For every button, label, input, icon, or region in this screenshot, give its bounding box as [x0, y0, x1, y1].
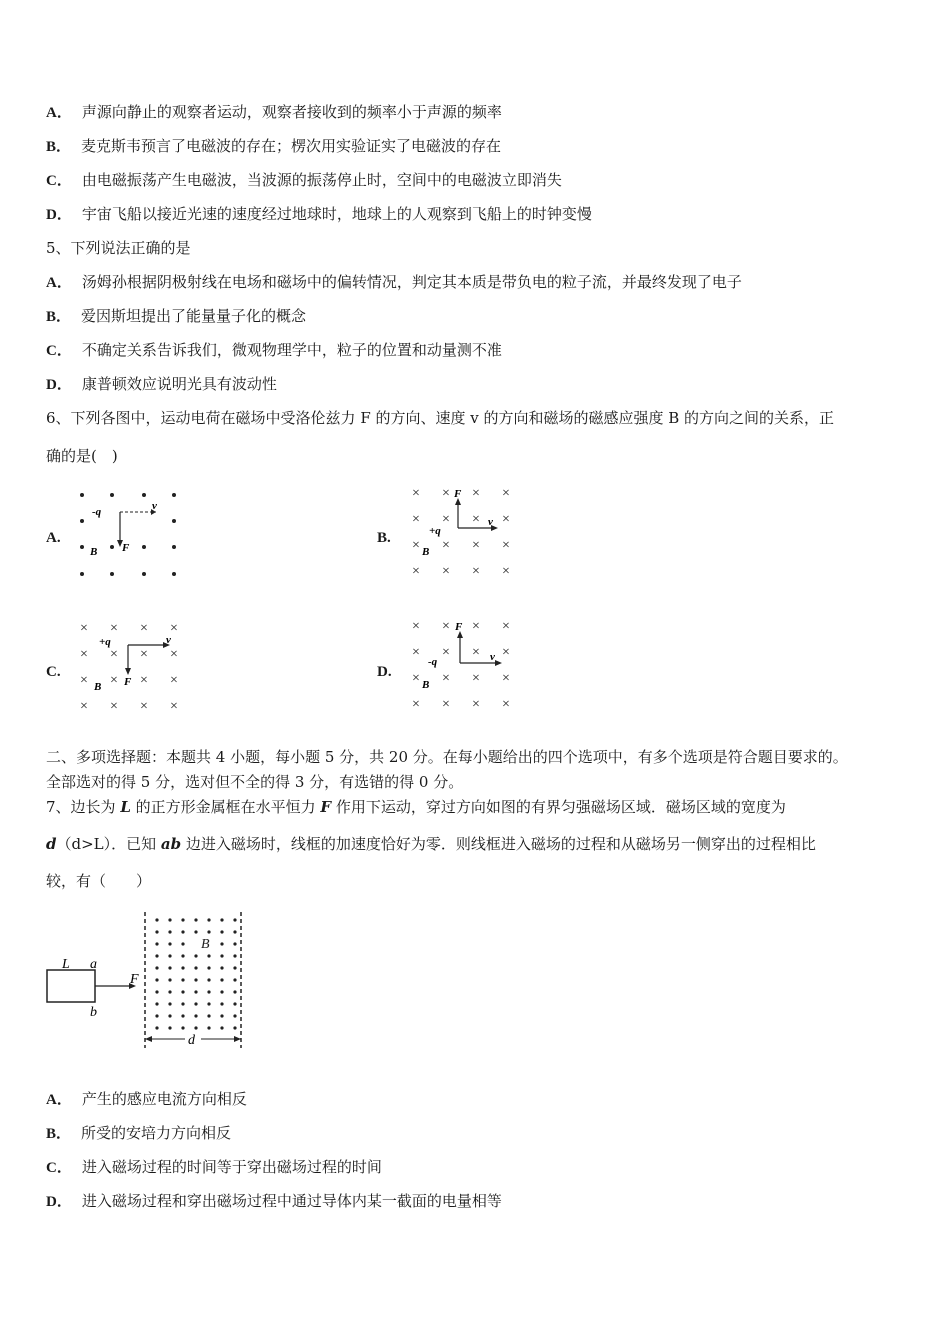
svg-text:×: × — [140, 699, 148, 714]
svg-text:×: × — [80, 699, 88, 714]
field-dot — [207, 966, 210, 969]
field-crosses — [80, 621, 178, 714]
field-dot — [194, 990, 197, 993]
square-frame — [47, 970, 95, 1002]
field-dot — [181, 1026, 184, 1029]
field-dot — [181, 1002, 184, 1005]
field-dot — [194, 978, 197, 981]
field-dot — [207, 954, 210, 957]
svg-text:×: × — [472, 538, 480, 553]
q7-option-b: B． 所受的安培力方向相反 — [46, 1124, 232, 1142]
q6-figure-c — [72, 615, 197, 715]
field-dot — [220, 978, 223, 981]
field-dot — [168, 1002, 171, 1005]
q7-figure — [44, 908, 249, 1058]
field-dot — [220, 990, 223, 993]
field-dot — [168, 1014, 171, 1017]
svg-text:×: × — [472, 564, 480, 579]
svg-text:×: × — [170, 673, 178, 688]
charge-label: +q — [429, 525, 441, 537]
label-b: b — [90, 1005, 97, 1020]
field-dot — [168, 990, 171, 993]
svg-text:×: × — [472, 512, 480, 527]
field-dot — [181, 930, 184, 933]
svg-text:×: × — [472, 671, 480, 686]
svg-text:×: × — [442, 697, 450, 712]
field-dot — [207, 1014, 210, 1017]
field-dot — [181, 942, 184, 945]
svg-text:×: × — [442, 671, 450, 686]
label-f: F — [130, 972, 139, 987]
q6-figure-c-label: C. — [46, 664, 61, 680]
field-dot — [155, 954, 158, 957]
field-dot — [207, 918, 210, 921]
svg-text:×: × — [472, 645, 480, 660]
svg-text:×: × — [502, 697, 510, 712]
section2-line2: 全部选对的得 5 分，选对但不全的得 3 分，有选错的得 0 分。 — [46, 773, 464, 791]
velocity-label: v — [166, 634, 171, 646]
field-dot — [181, 954, 184, 957]
svg-text:×: × — [110, 647, 118, 662]
q7-stem-line1: 7、边长为 L 的正方形金属框在水平恒力 F 作用下运动，穿过方向如图的有界匀强磁场区域．磁场区域的宽度为 — [46, 798, 786, 816]
label-d: d — [188, 1033, 195, 1048]
svg-text:×: × — [442, 512, 450, 527]
field-dot — [168, 942, 171, 945]
svg-text:×: × — [140, 621, 148, 636]
svg-text:×: × — [442, 564, 450, 579]
field-dot — [155, 990, 158, 993]
field-dot — [181, 966, 184, 969]
field-dot — [207, 1026, 210, 1029]
svg-text:×: × — [110, 699, 118, 714]
charge-label: -q — [428, 656, 438, 668]
field-dot — [155, 978, 158, 981]
field-dot — [233, 954, 236, 957]
svg-text:×: × — [412, 697, 420, 712]
q6-figure-a — [72, 485, 192, 585]
field-dot — [194, 1014, 197, 1017]
q4-option-b: B． 麦克斯韦预言了电磁波的存在；楞次用实验证实了电磁波的存在 — [46, 137, 502, 155]
svg-text:×: × — [412, 619, 420, 634]
field-dot — [233, 966, 236, 969]
field-dot — [194, 1002, 197, 1005]
field-dot — [155, 930, 158, 933]
q5-option-a: A． 汤姆孙根据阴极射线在电场和磁场中的偏转情况，判定其本质是带负电的粒子流，并最终发现了电子 — [46, 273, 742, 291]
svg-text:×: × — [472, 697, 480, 712]
svg-text:×: × — [472, 619, 480, 634]
field-dot — [181, 1014, 184, 1017]
b-label: B — [90, 546, 98, 558]
svg-text:×: × — [502, 486, 510, 501]
field-dot — [194, 930, 197, 933]
field-dot — [233, 918, 236, 921]
magnetic-field-dots — [155, 918, 236, 1029]
svg-text:×: × — [140, 647, 148, 662]
q6-stem-line2: 确的是( ) — [46, 447, 118, 465]
svg-text:×: × — [110, 673, 118, 688]
force-label: F — [122, 542, 130, 554]
svg-text:×: × — [502, 619, 510, 634]
q7-stem-line2: d（d>L）．已知 ab 边进入磁场时，线框的加速度恰好为零．则线框进入磁场的过程和从磁场另一侧穿出的过程相比 — [46, 835, 816, 853]
field-dot — [220, 954, 223, 957]
svg-text:×: × — [80, 647, 88, 662]
b-label: B — [422, 546, 430, 558]
q7-stem-line3: 较，有（ ） — [46, 872, 152, 890]
field-dot — [155, 1026, 158, 1029]
field-dot — [168, 930, 171, 933]
charge-label: +q — [99, 636, 111, 648]
svg-text:×: × — [442, 486, 450, 501]
svg-text:×: × — [412, 671, 420, 686]
field-dot — [220, 918, 223, 921]
field-dot — [194, 954, 197, 957]
q6-figure-d — [402, 613, 527, 718]
field-dot — [155, 942, 158, 945]
svg-text:×: × — [502, 512, 510, 527]
svg-text:×: × — [442, 645, 450, 660]
field-dot — [155, 1002, 158, 1005]
svg-text:×: × — [412, 486, 420, 501]
svg-text:×: × — [502, 645, 510, 660]
field-dot — [194, 918, 197, 921]
svg-text:×: × — [140, 673, 148, 688]
svg-text:×: × — [442, 619, 450, 634]
velocity-label: v — [490, 651, 495, 663]
svg-text:×: × — [170, 647, 178, 662]
field-dot — [181, 978, 184, 981]
field-dot — [220, 1002, 223, 1005]
svg-text:×: × — [412, 564, 420, 579]
field-dot — [207, 990, 210, 993]
q7-option-a: A． 产生的感应电流方向相反 — [46, 1090, 247, 1108]
field-dot — [233, 1026, 236, 1029]
label-a: a — [90, 957, 97, 972]
field-dot — [168, 978, 171, 981]
svg-text:×: × — [472, 486, 480, 501]
field-dot — [220, 1026, 223, 1029]
q6-figure-b — [402, 480, 527, 580]
field-dot — [194, 1026, 197, 1029]
field-dot — [155, 918, 158, 921]
field-dot — [168, 966, 171, 969]
q6-figure-a-label: A. — [46, 530, 61, 546]
q5-option-d: D． 康普顿效应说明光具有波动性 — [46, 375, 277, 393]
svg-text:×: × — [170, 699, 178, 714]
field-dot — [233, 990, 236, 993]
svg-text:×: × — [412, 538, 420, 553]
field-dot — [155, 1014, 158, 1017]
field-dot — [207, 978, 210, 981]
label-field-b: B — [201, 937, 210, 952]
svg-text:×: × — [80, 621, 88, 636]
q6-figure-d-label: D. — [377, 664, 392, 680]
svg-text:×: × — [80, 673, 88, 688]
q6-stem-line1: 6、下列各图中，运动电荷在磁场中受洛伦兹力 F 的方向、速度 v 的方向和磁场的磁感应强度 B 的方向之间的关系，正 — [46, 409, 835, 427]
q7-option-d: D． 进入磁场过程和穿出磁场过程中通过导体内某一截面的电量相等 — [46, 1192, 502, 1210]
q5-option-c: C． 不确定关系告诉我们，微观物理学中，粒子的位置和动量测不准 — [46, 341, 502, 359]
svg-text:×: × — [502, 671, 510, 686]
section2-line1: 二、多项选择题：本题共 4 小题，每小题 5 分，共 20 分。在每小题给出的四个选项中，有多个选项是符合题目要求的。 — [46, 748, 848, 766]
force-label: F — [124, 676, 132, 688]
q5-stem: 5、下列说法正确的是 — [46, 239, 191, 257]
b-label: B — [422, 679, 430, 691]
field-dot — [194, 966, 197, 969]
force-label: F — [454, 488, 462, 500]
field-dot — [233, 930, 236, 933]
svg-text:×: × — [170, 621, 178, 636]
svg-text:×: × — [502, 538, 510, 553]
field-dot — [181, 918, 184, 921]
field-dot — [220, 1014, 223, 1017]
q7-option-c: C． 进入磁场过程的时间等于穿出磁场过程的时间 — [46, 1158, 382, 1176]
svg-text:×: × — [442, 538, 450, 553]
field-dot — [233, 1002, 236, 1005]
field-dot — [233, 978, 236, 981]
q4-option-a: A． 声源向静止的观察者运动，观察者接收到的频率小于声源的频率 — [46, 103, 502, 121]
q6-figure-b-label: B. — [377, 530, 391, 546]
field-dot — [207, 1002, 210, 1005]
svg-text:×: × — [110, 621, 118, 636]
svg-text:×: × — [502, 564, 510, 579]
label-l: L — [62, 957, 70, 972]
field-dot — [233, 942, 236, 945]
charge-label: -q — [92, 506, 102, 518]
b-label: B — [94, 681, 102, 693]
field-dot — [220, 942, 223, 945]
svg-text:×: × — [412, 512, 420, 527]
q5-option-b: B． 爱因斯坦提出了能量量子化的概念 — [46, 307, 307, 325]
field-dot — [168, 954, 171, 957]
field-dot — [220, 930, 223, 933]
svg-text:×: × — [412, 645, 420, 660]
field-dot — [207, 930, 210, 933]
velocity-label: v — [152, 500, 157, 512]
field-dot — [233, 1014, 236, 1017]
field-dot — [168, 1026, 171, 1029]
q4-option-d: D． 宇宙飞船以接近光速的速度经过地球时，地球上的人观察到飞船上的时钟变慢 — [46, 205, 592, 223]
velocity-label: v — [488, 516, 493, 528]
field-dot — [155, 966, 158, 969]
field-dot — [181, 990, 184, 993]
field-dot — [168, 918, 171, 921]
field-dot — [220, 966, 223, 969]
force-label: F — [455, 621, 463, 633]
q4-option-c: C． 由电磁振荡产生电磁波，当波源的振荡停止时，空间中的电磁波立即消失 — [46, 171, 562, 189]
